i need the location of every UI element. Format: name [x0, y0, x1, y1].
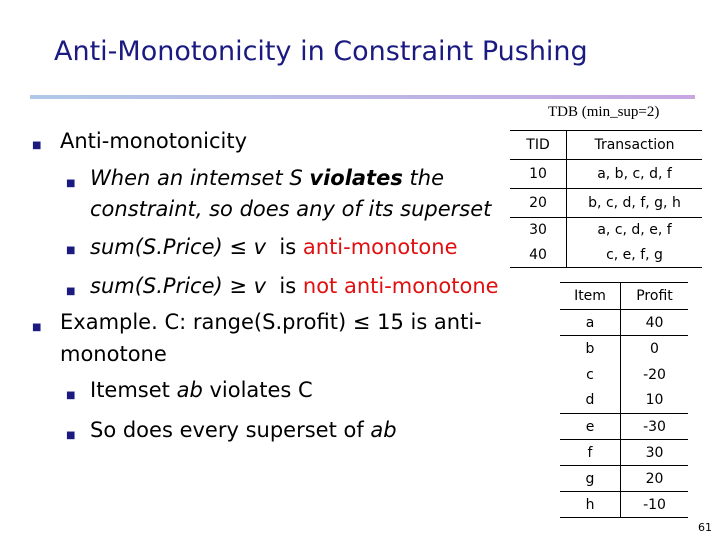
- bullet-italic-text: ab: [176, 378, 203, 402]
- bullet-violates-line2: constraint, so does any of its superset: [90, 197, 492, 221]
- slide-title: Anti-Monotonicity in Constraint Pushing: [54, 36, 588, 67]
- bullet-square-icon: ■: [32, 140, 42, 151]
- table-row: [560, 362, 688, 388]
- bullet-itemset-ab: [90, 378, 313, 402]
- tdb-caption: TDB (min_sup=2): [548, 104, 660, 120]
- table-row: [560, 440, 688, 466]
- table-row: [510, 218, 702, 243]
- table-cell: 10: [645, 392, 664, 409]
- bullet-square-icon: ■: [66, 430, 76, 441]
- column-header: Profit: [636, 288, 673, 304]
- title-divider: [30, 95, 695, 99]
- bullet-sum-le: [90, 235, 458, 259]
- table-cell: 40: [510, 243, 567, 268]
- profit-table: [560, 282, 688, 518]
- bullet-example-line2: monotone: [60, 342, 167, 366]
- table-cell: a, c, d, e, f: [597, 222, 672, 239]
- bullet-example-line1: Example. C: range(S.profit) ≤ 15 is anti-: [60, 310, 482, 334]
- bullet-text: When an intemset S: [90, 166, 310, 190]
- bullet-text: the: [402, 166, 444, 190]
- column-header: Item: [560, 283, 621, 310]
- table-cell: a, b, c, d, f: [597, 166, 672, 182]
- table-cell: -20: [643, 366, 666, 383]
- bullet-square-icon: ■: [66, 286, 76, 297]
- table-cell: 30: [510, 218, 567, 243]
- bullet-text: violates C: [202, 378, 313, 402]
- table-row: [560, 310, 688, 336]
- bullet-square-icon: ■: [66, 390, 76, 401]
- table-cell: 0: [650, 340, 659, 357]
- page-number: 61: [698, 521, 712, 534]
- table-cell: d: [560, 388, 621, 414]
- table-row: [510, 189, 702, 218]
- bullet-bold-text: violates: [309, 166, 403, 190]
- bullet-violates-line1: [90, 166, 444, 190]
- bullet-square-icon: ■: [32, 322, 42, 333]
- table-row: [560, 492, 688, 518]
- bullet-text: is: [266, 274, 303, 298]
- column-header: Transaction: [594, 137, 675, 153]
- table-cell: -30: [643, 418, 666, 435]
- table-cell: 40: [645, 314, 664, 331]
- table-cell: 10: [510, 160, 567, 189]
- table-row: [560, 466, 688, 492]
- bullet-red-text: not anti-monotone: [302, 274, 499, 298]
- bullet-red-text: anti-monotone: [302, 235, 458, 259]
- table-row: [510, 160, 702, 189]
- bullet-text: Itemset: [90, 378, 177, 402]
- table-cell: h: [560, 492, 621, 518]
- table-cell: 30: [645, 444, 664, 461]
- bullet-anti-monotonicity: Anti-monotonicity: [60, 129, 248, 153]
- table-row: [560, 388, 688, 414]
- bullet-text: So does every superset of: [90, 418, 371, 442]
- column-header: TID: [510, 131, 567, 160]
- table-cell: a: [560, 310, 621, 336]
- table-header-row: [510, 131, 702, 160]
- tdb-table: [510, 130, 702, 268]
- table-cell: e: [560, 414, 621, 440]
- table-cell: g: [560, 466, 621, 492]
- bullet-text: sum(S.Price) ≥ v: [90, 274, 267, 298]
- table-cell: c: [560, 362, 621, 388]
- bullet-superset-ab: [90, 418, 397, 442]
- table-cell: f: [560, 440, 621, 466]
- table-cell: -10: [643, 496, 666, 513]
- bullet-sum-ge: [90, 274, 499, 298]
- bullet-square-icon: ■: [66, 245, 76, 256]
- bullet-square-icon: ■: [66, 178, 76, 189]
- bullet-text: is: [266, 235, 303, 259]
- bullet-italic-text: ab: [370, 418, 397, 442]
- table-cell: 20: [645, 470, 664, 487]
- table-header-row: [560, 283, 688, 310]
- bullet-text: sum(S.Price) ≤ v: [90, 235, 267, 259]
- table-cell: b: [560, 336, 621, 362]
- table-row: [560, 414, 688, 440]
- table-row: [560, 336, 688, 362]
- table-cell: 20: [510, 189, 567, 218]
- table-row: [510, 243, 702, 268]
- table-cell: b, c, d, f, g, h: [588, 195, 681, 211]
- table-cell: c, e, f, g: [606, 246, 663, 263]
